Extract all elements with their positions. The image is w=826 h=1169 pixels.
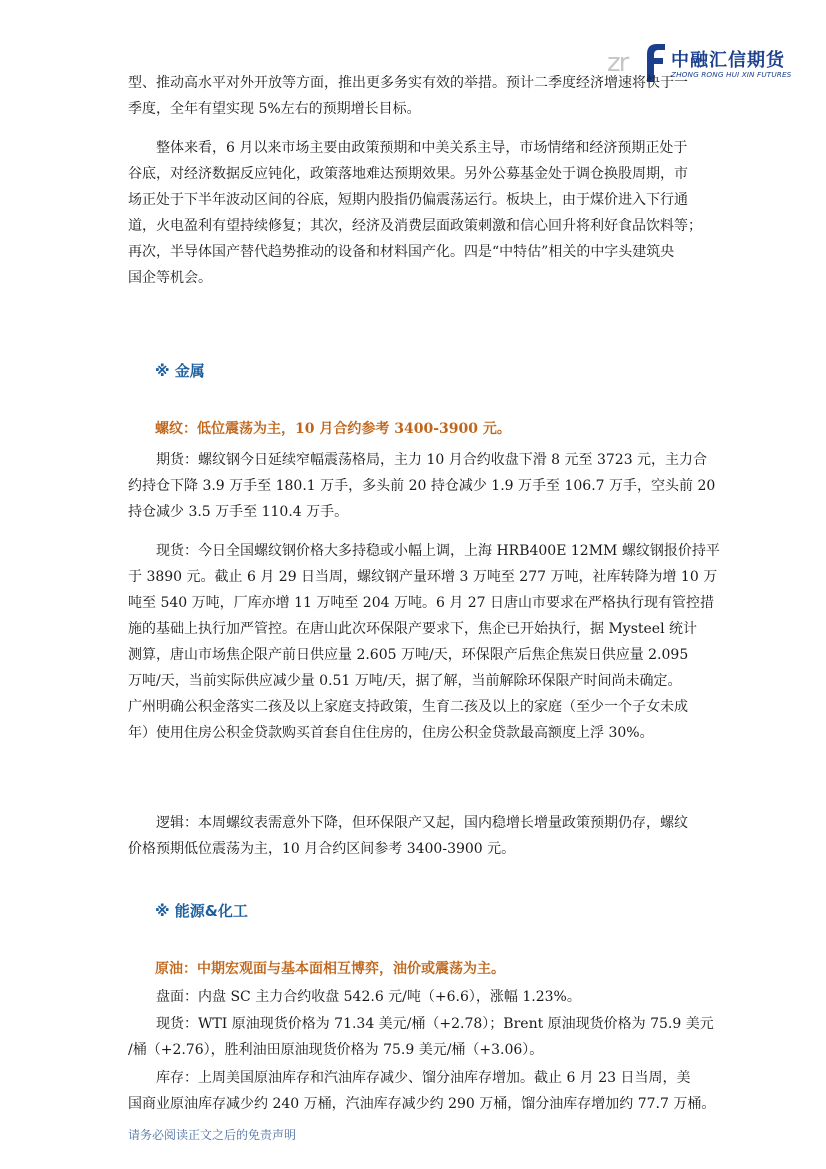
text-line: 价格预期低位震荡为主，10 月合约区间参考 3400-3900 元。 (128, 841, 516, 857)
text-line: 万吨/天，当前实际供应减少量 0.51 万吨/天，据了解，当前解除环保限产时间尚未确定。 (128, 673, 682, 689)
text-line: 再次，半导体国产替代趋势推动的设备和材料国产化。四是“中特估”相关的中字头建筑央 (128, 244, 675, 260)
logo-letters: zr (607, 48, 628, 78)
text-line: 年）使用住房公积金贷款购买首套自住住房的，住房公积金贷款最高额度上浮 30%。 (128, 725, 654, 741)
text-line: 于 3890 元。截止 6 月 29 日当周，螺纹钢产量环增 3 万吨至 277 万吨，社库转降为增 10 万 (128, 569, 718, 585)
crude-spot-paragraph (128, 1011, 714, 1063)
text-line: 持仓减少 3.5 万手至 110.4 万手。 (128, 504, 349, 520)
text-line: 广州明确公积金落实二孩及以上家庭支持政策，生育二孩及以上的家庭（至少一个子女未成 (128, 699, 688, 715)
text-line: 吨至 540 万吨，厂库亦增 11 万吨至 204 万吨。6 月 27 日唐山市要求在严格执行现有管控措 (128, 595, 715, 611)
crude-market-paragraph (128, 984, 708, 1010)
intro-paragraph-2 (128, 135, 708, 291)
disclaimer-footer: 请务必阅读正文之后的免责声明 (128, 1128, 297, 1142)
rebar-title: 螺纹：低位震荡为主，10 月合约参考 3400-3900 元。 (155, 421, 511, 437)
text-line: 国商业原油库存减少约 240 万桶，汽油库存减少约 290 万桶，馏分油库存增加约 77.7 万桶。 (128, 1096, 716, 1112)
section-heading-metals: ※ 金属 (155, 362, 205, 380)
text-line: 型、推动高水平对外开放等方面，推出更多务实有效的举措。预计二季度经济增速将快于一 (128, 75, 688, 91)
text-line: 谷底，对经济数据反应钝化，政策落地难达预期效果。另外公募基金处于调仓换股周期，市 (128, 166, 688, 182)
text-line: 施的基础上执行加严管控。在唐山此次环保限产要求下，焦企已开始执行，据 Mysteel 统计 (128, 621, 698, 637)
text-line: 逻辑：本周螺纹表需意外下降，但环保限产又起，国内稳增长增量政策预期仍存，螺纹 (156, 815, 688, 831)
intro-paragraph-1 (128, 70, 708, 122)
crude-oil-title: 原油：中期宏观面与基本面相互博弈，油价或震荡为主。 (155, 961, 505, 977)
crude-inventory-paragraph (128, 1065, 716, 1117)
section-heading-energy: ※ 能源&化工 (155, 902, 248, 920)
company-name-cn: 中融汇信期货 (671, 50, 785, 71)
text-line: /桶（+2.76），胜利油田原油现货价格为 75.9 美元/桶（+3.06）。 (128, 1042, 544, 1058)
text-line: 季度，全年有望实现 5%左右的预期增长目标。 (128, 101, 421, 117)
text-line: 约持仓下降 3.9 万手至 180.1 万手，多头前 20 持仓减少 1.9 万手至 106.7 万手，空头前 20 (128, 478, 716, 494)
text-line: 库存：上周美国原油库存和汽油库存减少、馏分油库存增加。截止 6 月 23 日当周，美 (156, 1070, 691, 1086)
text-line: 道，火电盈利有望持续修复；其次，经济及消费层面政策刺激和信心回升将利好食品饮料等； (128, 218, 702, 234)
text-line: 国企等机会。 (128, 270, 212, 286)
text-line: 测算，唐山市场焦企限产前日供应量 2.605 万吨/天，环保限产后焦企焦炭日供应量 2.095 (128, 647, 689, 663)
rebar-spot-paragraph (128, 538, 720, 746)
rebar-logic-paragraph (128, 810, 708, 862)
company-name-en: ZHONG RONG HUI XIN FUTURES (671, 70, 792, 79)
rebar-futures-paragraph (128, 447, 716, 525)
text-line: 盘面：内盘 SC 主力合约收盘 542.6 元/吨（+6.6），涨幅 1.23%。 (156, 989, 581, 1005)
text-line: 场正处于下半年波动区间的谷底，短期内股指仍偏震荡运行。板块上，由于煤价进入下行通 (128, 192, 688, 208)
text-line: 现货：WTI 原油现货价格为 71.34 美元/桶（+2.78）；Brent 原油现货价格为 75.9 美元 (156, 1016, 714, 1032)
text-line: 期货：螺纹钢今日延续窄幅震荡格局，主力 10 月合约收盘下滑 8 元至 3723 元，主力合 (156, 452, 708, 468)
text-line: 现货：今日全国螺纹钢价格大多持稳或小幅上调，上海 HRB400E 12MM 螺纹钢报价持平 (156, 543, 720, 559)
text-line: 整体来看，6 月以来市场主要由政策预期和中美关系主导，市场情绪和经济预期正处于 (156, 140, 688, 156)
